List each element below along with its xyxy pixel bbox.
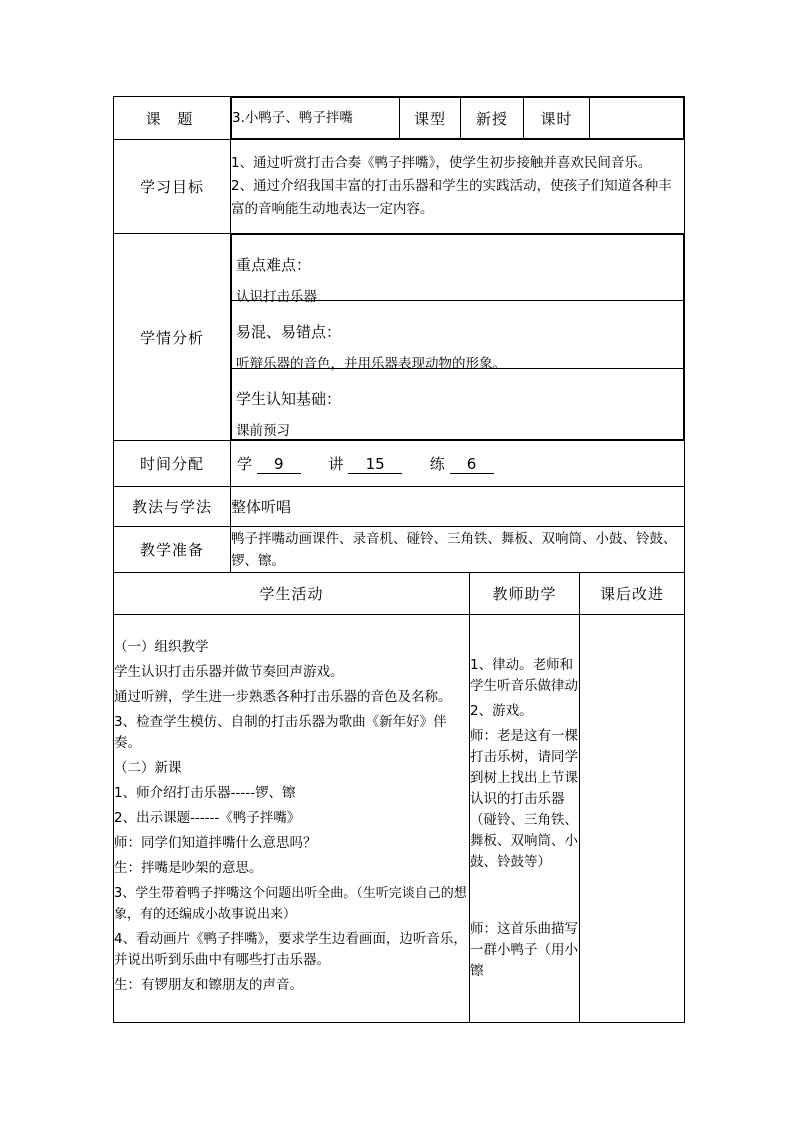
activity-line: 学生认识打击乐器并做节奏回声游戏。: [114, 664, 344, 680]
analysis-label: 学情分析: [114, 234, 231, 441]
key-points-text: 认识打击乐器: [236, 288, 317, 305]
type-label: 课型: [400, 98, 461, 139]
prep-value: 鸭子拌嘴动画课件、录音机、碰铃、三角铁、舞板、双响筒、小鼓、铃鼓、锣、镲。: [231, 527, 685, 573]
goals-content: [231, 140, 685, 234]
teacher-help-header: 教师助学: [470, 573, 580, 615]
after-class-header: 课后改进: [580, 573, 685, 615]
time-label: 时间分配: [114, 441, 231, 487]
activity-line: 2、出示课题------《鸭子拌嘴》: [114, 810, 301, 826]
activity-line: 1、师介绍打击乐器-----锣、镲: [114, 785, 296, 801]
analysis-content: [231, 234, 685, 441]
teacher-line: 1、律动。老师和学生听音乐做律动: [470, 657, 578, 694]
goals-label: 学习目标: [114, 140, 231, 234]
activity-line: 3、学生带着鸭子拌嘴这个问题出听全曲。（生听完谈自己的想象，有的还编成小故事说出来）: [114, 886, 467, 922]
activity-line: 生：拌嘴是吵架的意思。: [114, 860, 263, 876]
method-value: 整体听唱: [231, 487, 685, 527]
after-class-improvement: [580, 615, 685, 1023]
activity-line: 通过听辨，学生进一步熟悉各种打击乐器的音色及名称。: [114, 689, 452, 705]
method-label: 教法与学法: [114, 487, 231, 527]
talk-label: 讲: [328, 455, 344, 473]
confusion-text: 听辩乐器的音色，并用乐器表现动物的形象。: [236, 355, 506, 372]
topic-row: [231, 97, 685, 140]
topic-label: 课 题: [114, 97, 231, 140]
teacher-line: 师：这首乐曲描写一群小鸭子（用小镲: [470, 921, 578, 979]
student-activity-header: 学生活动: [114, 573, 470, 615]
practice-value: 6: [450, 455, 494, 474]
activity-line: 4、看动画片《鸭子拌嘴》，要求学生边看画面，边听音乐，并说出听到乐曲中有哪些打击乐器。: [114, 931, 467, 968]
practice-label: 练: [429, 455, 445, 473]
period-label: 课时: [524, 98, 590, 139]
learn-value: 9: [257, 455, 301, 474]
teacher-help: [470, 615, 580, 1023]
activity-line: （二）新课: [114, 760, 182, 776]
lesson-plan-table: [113, 96, 685, 1023]
topic-value: 3.小鸭子、鸭子拌嘴: [232, 98, 400, 139]
time-allocation: [231, 441, 685, 487]
talk-value: 15: [348, 455, 402, 474]
learn-label: 学: [237, 455, 253, 473]
teacher-line: 师：老是这有一棵打击乐树，请同学到树上找出上节课认识的打击乐器（碰铃、三角铁、舞板、双响筒、小鼓、铃鼓等）: [470, 728, 578, 870]
activity-line: 师：同学们知道拌嘴什么意思吗？: [114, 835, 317, 851]
goal-item: 1、通过听赏打击合奏《鸭子拌嘴》，使学生初步接触并喜欢民间音乐。: [231, 155, 652, 171]
period-value: [590, 98, 684, 139]
type-value: 新授: [461, 98, 524, 139]
goal-item: 2、通过介绍我国丰富的打击乐器和学生的实践活动，使孩子们知道各种丰富的音响能生动地表达一定内容。: [231, 178, 672, 217]
activity-line: 生：有锣朋友和镲朋友的声音。: [114, 977, 303, 993]
student-activities: [114, 615, 470, 1023]
prep-label: 教学准备: [114, 527, 231, 573]
basis-heading: 学生认知基础：: [236, 390, 342, 408]
teacher-line: 2、游戏。: [470, 703, 533, 719]
confusion-heading: 易混、易错点：: [236, 322, 342, 341]
key-points-heading: 重点难点：: [236, 255, 312, 274]
basis-text: 课前预习: [236, 423, 290, 439]
activity-line: （一）组织教学: [114, 639, 209, 655]
activity-line: 3、检查学生模仿、自制的打击乐器为歌曲《新年好》伴奏。: [114, 714, 447, 751]
